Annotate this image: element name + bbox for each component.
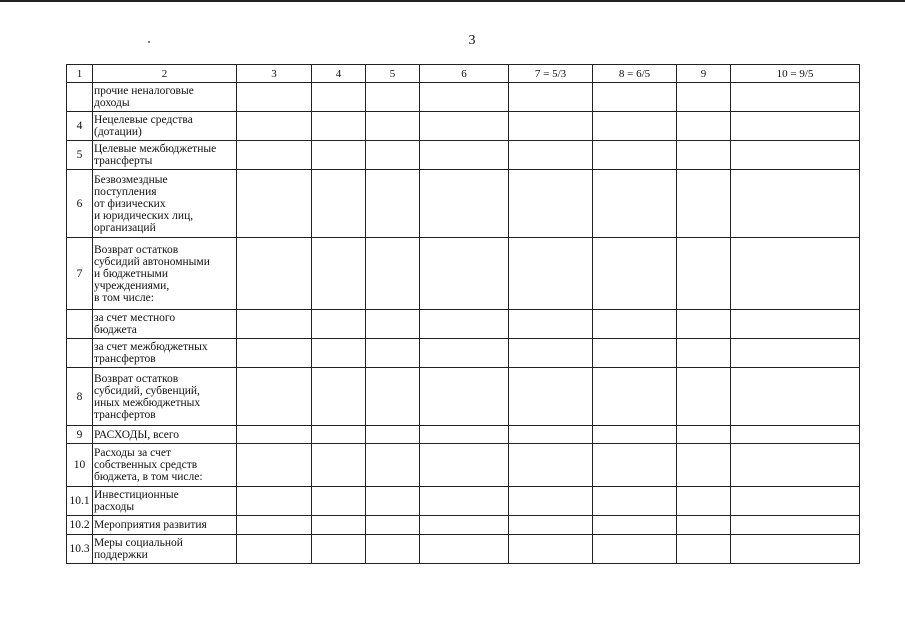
- row-label: Инвестиционные расходы: [93, 487, 237, 516]
- empty-cell: [731, 170, 860, 238]
- empty-cell: [509, 368, 593, 426]
- row-label: Целевые межбюджетные трансферты: [93, 141, 237, 170]
- empty-cell: [731, 141, 860, 170]
- table-row: [67, 310, 860, 339]
- empty-cell: [237, 368, 312, 426]
- column-header: 7 = 5/3: [509, 65, 593, 83]
- empty-cell: [312, 339, 366, 368]
- empty-cell: [237, 516, 312, 535]
- empty-cell: [420, 487, 509, 516]
- column-header: 5: [366, 65, 420, 83]
- empty-cell: [366, 426, 420, 444]
- empty-cell: [593, 516, 677, 535]
- empty-cell: [237, 141, 312, 170]
- empty-cell: [593, 339, 677, 368]
- table-row: [67, 238, 860, 310]
- table-header-row: [67, 65, 860, 83]
- row-number: [67, 83, 93, 112]
- empty-cell: [312, 535, 366, 564]
- empty-cell: [312, 112, 366, 141]
- empty-cell: [237, 487, 312, 516]
- empty-cell: [312, 170, 366, 238]
- row-number: 6: [67, 170, 93, 238]
- row-number: 4: [67, 112, 93, 141]
- empty-cell: [312, 516, 366, 535]
- row-label: Меры социальной поддержки: [93, 535, 237, 564]
- empty-cell: [677, 368, 731, 426]
- empty-cell: [677, 426, 731, 444]
- row-number: 5: [67, 141, 93, 170]
- empty-cell: [509, 83, 593, 112]
- empty-cell: [366, 487, 420, 516]
- top-edge-rule: [0, 0, 905, 2]
- row-label: РАСХОДЫ, всего: [93, 426, 237, 444]
- column-header: 3: [237, 65, 312, 83]
- row-number: [67, 339, 93, 368]
- empty-cell: [509, 238, 593, 310]
- empty-cell: [593, 426, 677, 444]
- empty-cell: [420, 368, 509, 426]
- row-number: 10: [67, 444, 93, 487]
- empty-cell: [420, 310, 509, 339]
- row-number: 10.3: [67, 535, 93, 564]
- scan-speck: [148, 41, 150, 43]
- empty-cell: [420, 83, 509, 112]
- empty-cell: [677, 141, 731, 170]
- empty-cell: [366, 112, 420, 141]
- empty-cell: [312, 444, 366, 487]
- empty-cell: [237, 112, 312, 141]
- empty-cell: [237, 339, 312, 368]
- empty-cell: [677, 535, 731, 564]
- empty-cell: [593, 535, 677, 564]
- empty-cell: [677, 112, 731, 141]
- empty-cell: [420, 339, 509, 368]
- empty-cell: [509, 310, 593, 339]
- empty-cell: [677, 83, 731, 112]
- table-row: [67, 426, 860, 444]
- empty-cell: [731, 310, 860, 339]
- empty-cell: [366, 368, 420, 426]
- empty-cell: [509, 444, 593, 487]
- empty-cell: [731, 238, 860, 310]
- empty-cell: [366, 516, 420, 535]
- empty-cell: [677, 339, 731, 368]
- table-row: [67, 83, 860, 112]
- empty-cell: [420, 112, 509, 141]
- column-header: 8 = 6/5: [593, 65, 677, 83]
- empty-cell: [731, 426, 860, 444]
- empty-cell: [420, 516, 509, 535]
- table-row: [67, 487, 860, 516]
- row-number: [67, 310, 93, 339]
- table-row: [67, 535, 860, 564]
- empty-cell: [593, 238, 677, 310]
- empty-cell: [420, 426, 509, 444]
- row-label: Возврат остатков субсидий, субвенций, иных межбюджетных трансфертов: [93, 368, 237, 426]
- column-header: 10 = 9/5: [731, 65, 860, 83]
- empty-cell: [593, 368, 677, 426]
- empty-cell: [366, 310, 420, 339]
- empty-cell: [237, 310, 312, 339]
- empty-cell: [677, 238, 731, 310]
- empty-cell: [509, 535, 593, 564]
- empty-cell: [312, 426, 366, 444]
- empty-cell: [366, 535, 420, 564]
- empty-cell: [237, 83, 312, 112]
- row-number: 9: [67, 426, 93, 444]
- empty-cell: [237, 238, 312, 310]
- empty-cell: [593, 112, 677, 141]
- empty-cell: [509, 487, 593, 516]
- empty-cell: [731, 487, 860, 516]
- row-number: 7: [67, 238, 93, 310]
- empty-cell: [593, 170, 677, 238]
- empty-cell: [593, 487, 677, 516]
- row-label: Возврат остатков субсидий автономными и бюджетными учреждениями, в том числе:: [93, 238, 237, 310]
- empty-cell: [366, 238, 420, 310]
- empty-cell: [312, 238, 366, 310]
- empty-cell: [420, 535, 509, 564]
- row-label: Мероприятия развития: [93, 516, 237, 535]
- empty-cell: [731, 83, 860, 112]
- row-number: 10.1: [67, 487, 93, 516]
- row-number: 8: [67, 368, 93, 426]
- empty-cell: [420, 238, 509, 310]
- column-header: 2: [93, 65, 237, 83]
- empty-cell: [677, 444, 731, 487]
- empty-cell: [677, 516, 731, 535]
- empty-cell: [312, 310, 366, 339]
- empty-cell: [731, 339, 860, 368]
- empty-cell: [677, 310, 731, 339]
- budget-table: [66, 64, 860, 564]
- empty-cell: [312, 368, 366, 426]
- empty-cell: [420, 170, 509, 238]
- empty-cell: [509, 516, 593, 535]
- table-row: [67, 112, 860, 141]
- empty-cell: [593, 310, 677, 339]
- empty-cell: [366, 339, 420, 368]
- empty-cell: [237, 426, 312, 444]
- empty-cell: [731, 444, 860, 487]
- row-label: Расходы за счет собственных средств бюджета, в том числе:: [93, 444, 237, 487]
- empty-cell: [731, 112, 860, 141]
- empty-cell: [237, 535, 312, 564]
- empty-cell: [731, 535, 860, 564]
- empty-cell: [731, 516, 860, 535]
- empty-cell: [420, 141, 509, 170]
- column-header: 1: [67, 65, 93, 83]
- table-row: [67, 516, 860, 535]
- empty-cell: [366, 141, 420, 170]
- empty-cell: [366, 170, 420, 238]
- empty-cell: [366, 444, 420, 487]
- empty-cell: [237, 170, 312, 238]
- page-number: 3: [468, 33, 476, 48]
- column-header: 4: [312, 65, 366, 83]
- row-label: прочие неналоговые доходы: [93, 83, 237, 112]
- empty-cell: [731, 368, 860, 426]
- empty-cell: [593, 444, 677, 487]
- empty-cell: [593, 141, 677, 170]
- table-row: [67, 141, 860, 170]
- column-header: 9: [677, 65, 731, 83]
- table-row: [67, 444, 860, 487]
- table-row: [67, 368, 860, 426]
- row-number: 10.2: [67, 516, 93, 535]
- empty-cell: [677, 170, 731, 238]
- table-row: [67, 170, 860, 238]
- row-label: за счет межбюджетных трансфертов: [93, 339, 237, 368]
- empty-cell: [593, 83, 677, 112]
- empty-cell: [420, 444, 509, 487]
- empty-cell: [366, 83, 420, 112]
- empty-cell: [509, 339, 593, 368]
- column-header: 6: [420, 65, 509, 83]
- empty-cell: [677, 487, 731, 516]
- row-label: Безвозмездные поступления от физических и юридических лиц, организаций: [93, 170, 237, 238]
- empty-cell: [312, 83, 366, 112]
- empty-cell: [312, 487, 366, 516]
- empty-cell: [509, 426, 593, 444]
- empty-cell: [509, 112, 593, 141]
- row-label: Нецелевые средства (дотации): [93, 112, 237, 141]
- row-label: за счет местного бюджета: [93, 310, 237, 339]
- empty-cell: [312, 141, 366, 170]
- table-row: [67, 339, 860, 368]
- empty-cell: [509, 141, 593, 170]
- empty-cell: [237, 444, 312, 487]
- empty-cell: [509, 170, 593, 238]
